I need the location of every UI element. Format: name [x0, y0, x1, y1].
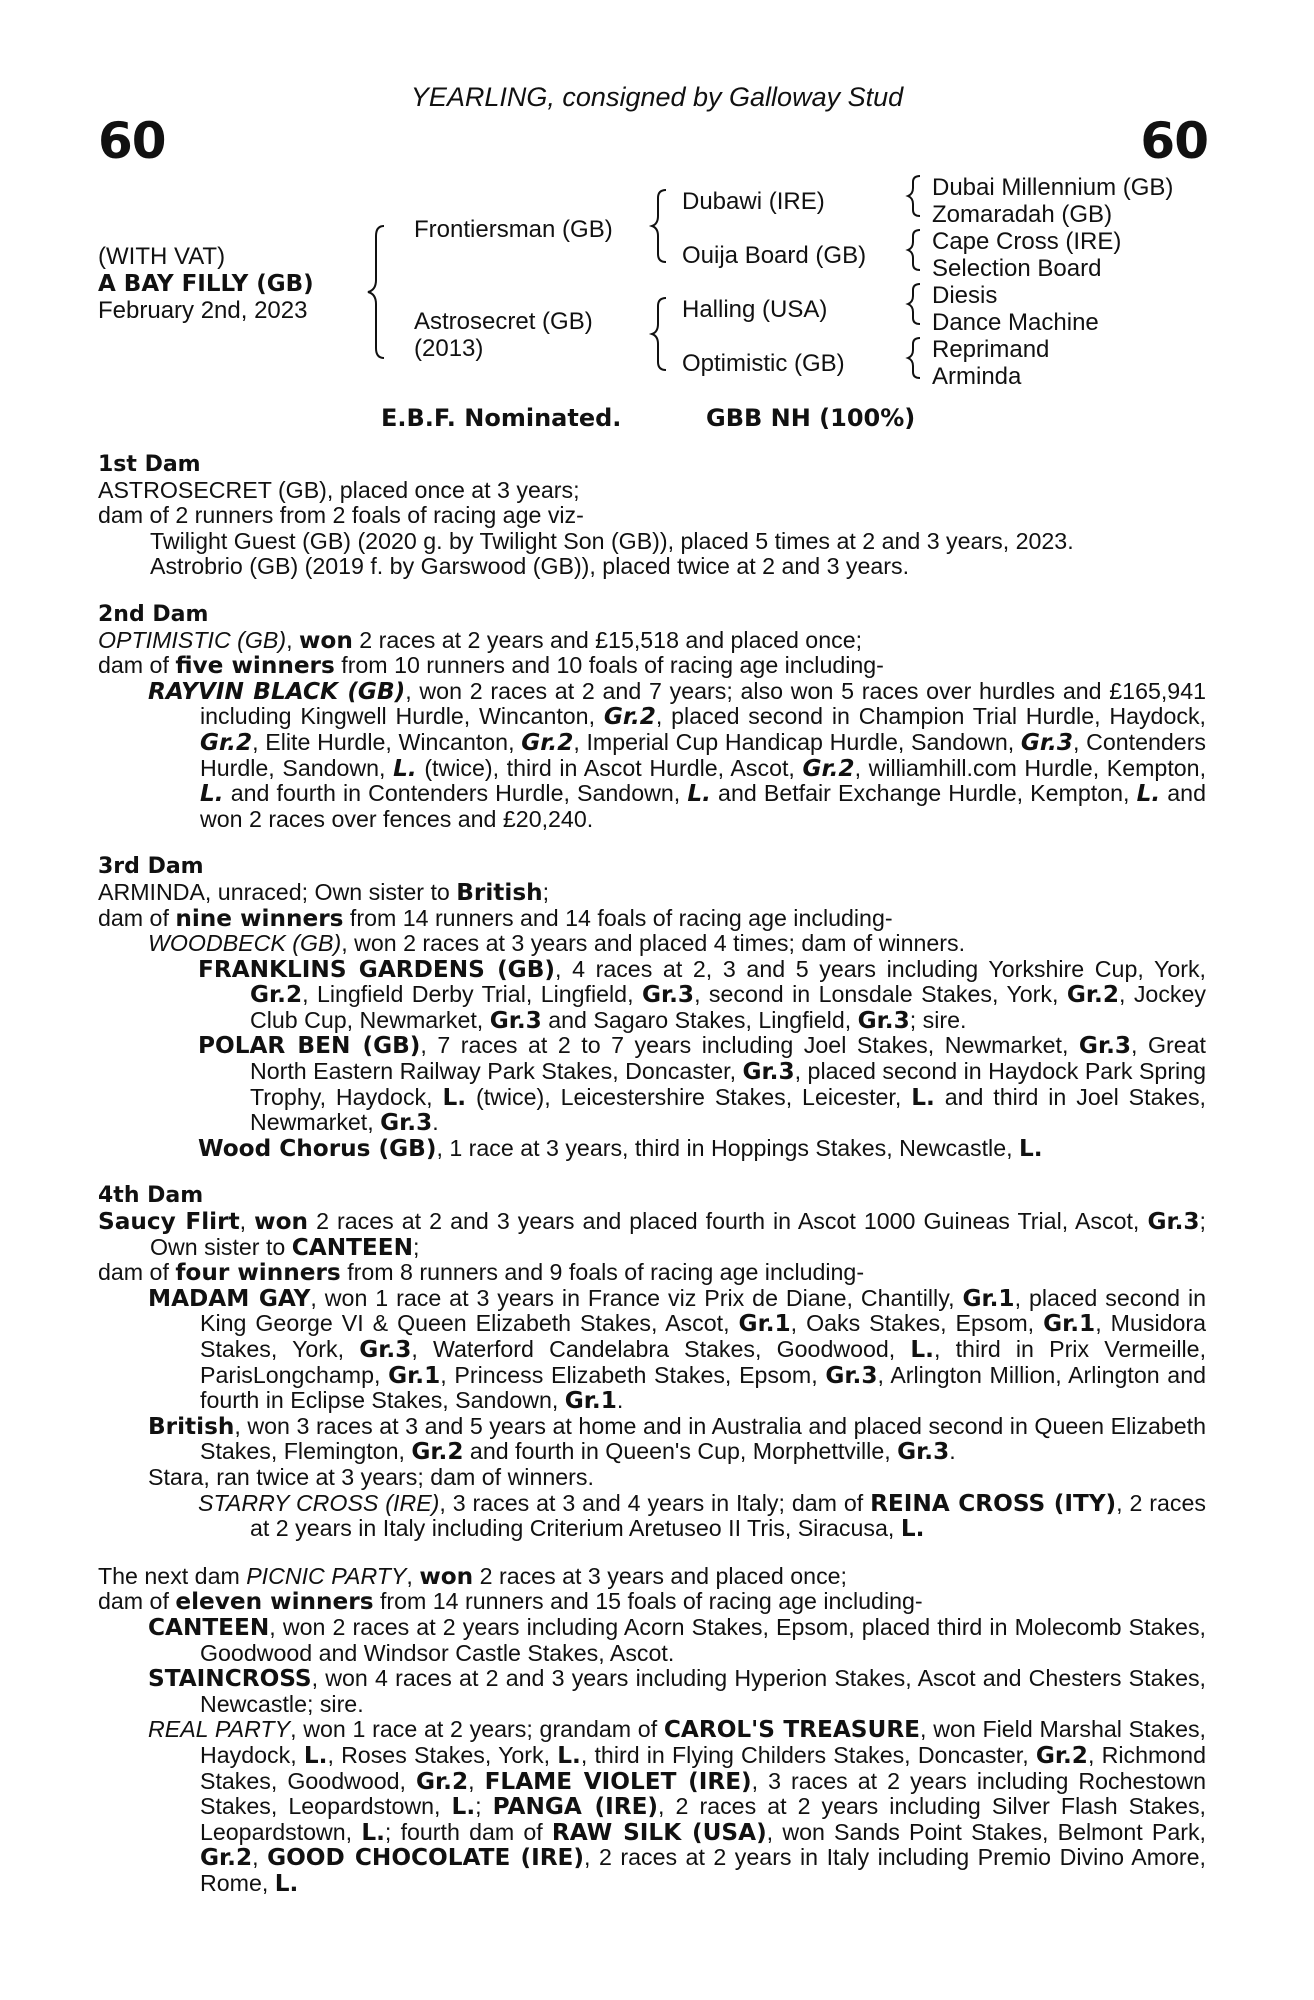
- fourth-dam-produce: dam of four winners from 8 runners and 9 foals of racing age including-: [98, 1259, 865, 1287]
- gbb-note: GBB NH (100%): [706, 404, 916, 432]
- second-dam-line: OPTIMISTIC (GB), won 2 races at 2 years and £15,518 and placed once;: [98, 626, 863, 654]
- fourth-dam-section: [98, 1183, 1206, 1541]
- produce-entry: Wood Chorus (GB), 1 race at 3 years, third in Hoppings Stakes, Newcastle, L.: [198, 1134, 1043, 1162]
- dam-year: (2013): [414, 335, 484, 362]
- lot-number-right: 60: [1140, 112, 1208, 170]
- third-dam-section: [98, 854, 1206, 1161]
- produce-record: [98, 452, 1206, 1918]
- produce-entry: MADAM GAY, won 1 race at 3 years in France viz Prix de Diane, Chantilly, Gr.1, placed second in King George VI & Queen Elizabeth Stakes, Ascot, Gr.1, Oaks Stakes, Epsom, Gr.1, Musidora Stakes, York, Gr.3, Waterford Candelabra Stakes, Goodwood, L., third in Prix Vermeille, ParisLongchamp, Gr.1, Princess Elizabeth Stakes, Epsom, Gr.3, Arlington Million, Arlington and fourth in Eclipse Stakes, Sandown, Gr.1.: [148, 1284, 1207, 1415]
- next-dam-line: The next dam PICNIC PARTY, won 2 races at 3 years and placed once;: [98, 1562, 847, 1590]
- produce-entry: British, won 3 races at 3 and 5 years at home and in Australia and placed second in Queen Elizabeth Stakes, Flemington, Gr.2 and fourth in Queen's Cup, Morphettville, Gr.3.: [148, 1412, 1206, 1466]
- first-dam-produce: dam of 2 runners from 2 foals of racing age viz-: [98, 502, 584, 529]
- produce-entry: REAL PARTY, won 1 race at 2 years; grandam of CAROL'S TREASURE, won Field Marshal Stakes, Haydock, L., Roses Stakes, York, L., third in Flying Childers Stakes, Doncaster, Gr.2, Richmond Stakes, Goodwood, Gr.2, FLAME VIOLET (IRE), 3 races at 2 years including Rochestown Stakes, Leopardstown, L.; PANGA (IRE), 2 races at 2 years including Silver Flash Stakes, Leopardstown, L.; fourth dam of RAW SILK (USA), won Sands Point Stakes, Belmont Park, Gr.2, GOOD CHOCOLATE (IRE), 2 races at 2 years in Italy including Premio Divino Amore, Rome, L.: [148, 1716, 1206, 1897]
- ebf-nomination: E.B.F. Nominated.: [381, 404, 622, 432]
- first-dam-heading: 1st Dam: [98, 452, 201, 477]
- produce-entry: Stara, ran twice at 3 years; dam of winners.: [148, 1463, 594, 1490]
- ss-dam: Zomaradah (GB): [932, 201, 1113, 228]
- third-dam-produce: dam of nine winners from 14 runners and 14 foals of racing age including-: [98, 904, 893, 932]
- produce-entry: CANTEEN, won 2 races at 2 years including Acorn Stakes, Epsom, placed third in Molecomb Stakes, Goodwood and Windsor Castle Stakes, Ascot.: [148, 1613, 1206, 1666]
- produce-entry: STAINCROSS, won 4 races at 2 and 3 years including Hyperion Stakes, Ascot and Chesters Stakes, Newcastle; sire.: [148, 1665, 1206, 1717]
- sire-dam: Ouija Board (GB): [682, 242, 867, 269]
- produce-entry: FRANKLINS GARDENS (GB), 4 races at 2, 3 and 5 years including Yorkshire Cup, York, Gr.2, Lingfield Derby Trial, Lingfield, Gr.3, second in Lonsdale Stakes, York, Gr.2, Jockey Club Cup, Newmarket, Gr.3 and Sagaro Stakes, Lingfield, Gr.3; sire.: [198, 955, 1206, 1034]
- first-dam-section: [98, 452, 1206, 580]
- ss-sire: Dubai Millennium (GB): [932, 174, 1174, 201]
- produce-entry: STARRY CROSS (IRE), 3 races at 3 and 4 years in Italy; dam of REINA CROSS (ITY), 2 races at 2 years in Italy including Criterium Aretuseo II Tris, Siracusa, L.: [198, 1489, 1206, 1543]
- horse-name: A BAY FILLY (GB): [98, 271, 314, 297]
- dam-sire: Halling (USA): [682, 296, 828, 323]
- dam-name: OPTIMISTIC (GB): [98, 626, 287, 653]
- brace-ss: [908, 176, 920, 216]
- ds-sire: Diesis: [932, 282, 998, 309]
- produce-entry: Astrobrio (GB) (2019 f. by Garswood (GB)), placed twice at 2 and 3 years.: [150, 553, 910, 580]
- produce-entry: WOODBECK (GB), won 2 races at 3 years and placed 4 times; dam of winners.: [148, 930, 966, 957]
- fourth-dam-heading: 4th Dam: [98, 1183, 204, 1209]
- second-dam-section: [98, 602, 1206, 832]
- brace-dam: [652, 298, 666, 370]
- sd-dam: Selection Board: [932, 255, 1102, 282]
- brace-sd: [908, 230, 920, 270]
- dd-sire: Reprimand: [932, 336, 1050, 363]
- first-dam-line: ASTROSECRET (GB), placed once at 3 years;: [98, 476, 580, 503]
- second-dam-heading: 2nd Dam: [98, 601, 209, 627]
- sd-sire: Cape Cross (IRE): [932, 228, 1122, 255]
- dd-dam: Arminda: [932, 363, 1022, 390]
- third-dam-heading: 3rd Dam: [98, 854, 204, 880]
- dam-name: Astrosecret (GB): [414, 308, 593, 335]
- second-dam-produce: dam of five winners from 10 runners and 10 foals of racing age including-: [98, 652, 884, 680]
- next-dam-section: [98, 1564, 1206, 1897]
- brace-ds: [908, 284, 920, 324]
- brace-main: [368, 226, 384, 358]
- produce-entry: RAYVIN BLACK (GB), won 2 races at 2 and 7 years; also won 5 races over hurdles and £165,941 including Kingwell Hurdle, Wincanton, Gr.2, placed second in Champion Trial Hurdle, Haydock, Gr.2, Elite Hurdle, Wincanton, Gr.2, Imperial Cup Handicap Hurdle, Sandown, Gr.3, Contenders Hurdle, Sandown, L. (twice), third in Ascot Hurdle, Ascot, Gr.2, williamhill.com Hurdle, Kempton, L. and fourth in Contenders Hurdle, Sandown, L. and Betfair Exchange Hurdle, Kempton, L. and won 2 races over fences and £20,240.: [148, 677, 1207, 832]
- third-dam-line: ARMINDA, unraced; Own sister to British;: [98, 878, 550, 906]
- produce-entry: Twilight Guest (GB) (2020 g. by Twilight Son (GB)), placed 5 times at 2 and 3 years, 2023.: [150, 527, 1074, 554]
- produce-entry: POLAR BEN (GB), 7 races at 2 to 7 years including Joel Stakes, Newmarket, Gr.3, Great North Eastern Railway Park Stakes, Doncaster, Gr.3, placed second in Haydock Park Spring Trophy, Haydock, L. (twice), Leicestershire Stakes, Leicester, L. and third in Joel Stakes, Newmarket, Gr.3.: [198, 1032, 1206, 1137]
- next-dam-produce: dam of eleven winners from 14 runners and 15 foals of racing age including-: [98, 1588, 923, 1616]
- sire-name: Frontiersman (GB): [414, 216, 613, 243]
- dam-dam: Optimistic (GB): [682, 350, 845, 377]
- lot-number-left: 60: [98, 112, 166, 170]
- brace-dd: [908, 338, 920, 378]
- fourth-dam-line: Saucy Flirt, won 2 races at 2 and 3 years and placed fourth in Ascot 1000 Guineas Trial, Ascot, Gr.3; Own sister to CANTEEN;: [98, 1208, 1206, 1261]
- consignor-subtitle: YEARLING, consigned by Galloway Stud: [410, 82, 904, 112]
- foaling-date: February 2nd, 2023: [98, 297, 308, 324]
- brace-sire: [652, 190, 666, 262]
- ds-dam: Dance Machine: [932, 309, 1099, 336]
- vat-note: (WITH VAT): [98, 243, 226, 270]
- sire-sire: Dubawi (IRE): [682, 188, 825, 215]
- pedigree-table: [0, 170, 1314, 390]
